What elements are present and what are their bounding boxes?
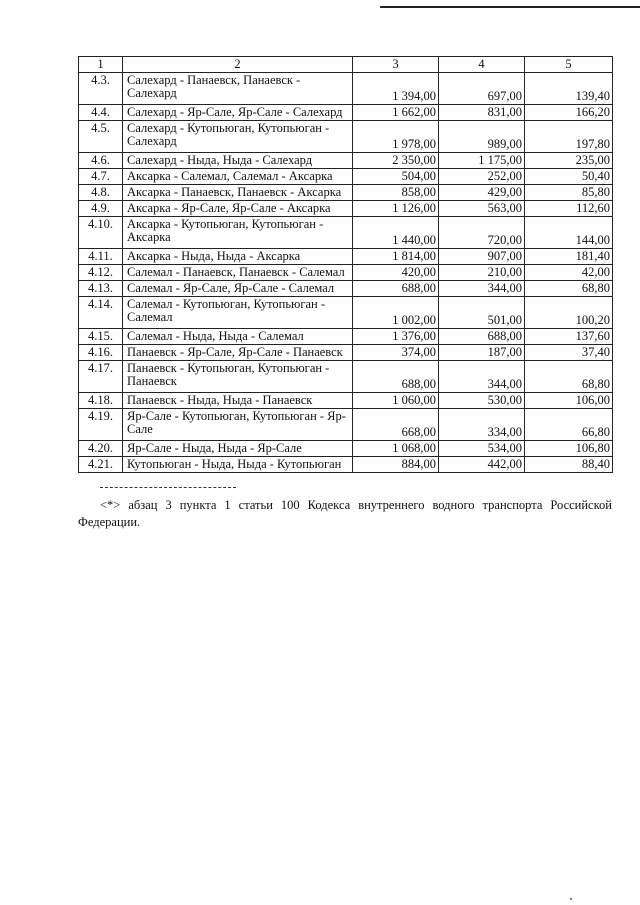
value-col3: 1 394,00 — [353, 73, 439, 105]
value-col5: 85,80 — [525, 185, 613, 201]
route-cell: Аксарка - Салемал, Салемал - Аксарка — [123, 169, 353, 185]
value-col5: 137,60 — [525, 329, 613, 345]
table-row — [79, 345, 613, 361]
route-cell: Панаевск - Яр-Сале, Яр-Сале - Панаевск — [123, 345, 353, 361]
column-header: 5 — [525, 57, 613, 73]
table-row — [79, 105, 613, 121]
column-header: 4 — [439, 57, 525, 73]
table-row — [79, 217, 613, 249]
value-col3: 1 126,00 — [353, 201, 439, 217]
scan-speck — [570, 898, 572, 900]
value-col5: 166,20 — [525, 105, 613, 121]
value-col4: 187,00 — [439, 345, 525, 361]
route-cell: Салехард - Кутопьюган, Кутопьюган - Салехард — [123, 121, 353, 153]
value-col3: 1 376,00 — [353, 329, 439, 345]
table-row — [79, 281, 613, 297]
value-col5: 42,00 — [525, 265, 613, 281]
row-number: 4.3. — [79, 73, 123, 105]
value-col4: 831,00 — [439, 105, 525, 121]
table-row — [79, 185, 613, 201]
value-col5: 37,40 — [525, 345, 613, 361]
route-cell: Панаевск - Ныда, Ныда - Панаевск — [123, 393, 353, 409]
row-number: 4.14. — [79, 297, 123, 329]
value-col3: 1 440,00 — [353, 217, 439, 249]
column-header: 1 — [79, 57, 123, 73]
row-number: 4.5. — [79, 121, 123, 153]
row-number: 4.6. — [79, 153, 123, 169]
route-cell: Салехард - Ныда, Ныда - Салехард — [123, 153, 353, 169]
value-col4: 530,00 — [439, 393, 525, 409]
route-cell: Аксарка - Яр-Сале, Яр-Сале - Аксарка — [123, 201, 353, 217]
value-col5: 100,20 — [525, 297, 613, 329]
row-number: 4.11. — [79, 249, 123, 265]
value-col5: 139,40 — [525, 73, 613, 105]
route-cell: Яр-Сале - Ныда, Ныда - Яр-Сале — [123, 441, 353, 457]
row-number: 4.13. — [79, 281, 123, 297]
route-cell: Яр-Сале - Кутопьюган, Кутопьюган - Яр-Сале — [123, 409, 353, 441]
table-row — [79, 409, 613, 441]
footnote-text: <*> абзац 3 пункта 1 статьи 100 Кодекса внутреннего водного транспорта Российской Федерации. — [78, 498, 612, 529]
table-row — [79, 265, 613, 281]
value-col4: 501,00 — [439, 297, 525, 329]
route-cell: Салемал - Панаевск, Панаевск - Салемал — [123, 265, 353, 281]
value-col4: 563,00 — [439, 201, 525, 217]
row-number: 4.8. — [79, 185, 123, 201]
value-col4: 344,00 — [439, 281, 525, 297]
value-col3: 688,00 — [353, 281, 439, 297]
value-col3: 1 814,00 — [353, 249, 439, 265]
table-row — [79, 393, 613, 409]
table-row — [79, 457, 613, 473]
row-number: 4.10. — [79, 217, 123, 249]
header-rule — [380, 6, 640, 8]
value-col5: 112,60 — [525, 201, 613, 217]
value-col5: 181,40 — [525, 249, 613, 265]
route-cell: Салехард - Панаевск, Панаевск - Салехард — [123, 73, 353, 105]
row-number: 4.12. — [79, 265, 123, 281]
route-cell: Аксарка - Ныда, Ныда - Аксарка — [123, 249, 353, 265]
value-col3: 858,00 — [353, 185, 439, 201]
value-col3: 420,00 — [353, 265, 439, 281]
table-header-row — [79, 57, 613, 73]
value-col5: 106,80 — [525, 441, 613, 457]
row-number: 4.4. — [79, 105, 123, 121]
row-number: 4.19. — [79, 409, 123, 441]
route-cell: Кутопьюган - Ныда, Ныда - Кутопьюган — [123, 457, 353, 473]
row-number: 4.17. — [79, 361, 123, 393]
row-number: 4.21. — [79, 457, 123, 473]
value-col5: 88,40 — [525, 457, 613, 473]
table-row — [79, 249, 613, 265]
value-col4: 989,00 — [439, 121, 525, 153]
value-col3: 374,00 — [353, 345, 439, 361]
value-col4: 1 175,00 — [439, 153, 525, 169]
value-col5: 235,00 — [525, 153, 613, 169]
route-cell: Салехард - Яр-Сале, Яр-Сале - Салехард — [123, 105, 353, 121]
value-col5: 66,80 — [525, 409, 613, 441]
column-header: 2 — [123, 57, 353, 73]
value-col4: 907,00 — [439, 249, 525, 265]
route-cell: Салемал - Кутопьюган, Кутопьюган - Салемал — [123, 297, 353, 329]
value-col3: 504,00 — [353, 169, 439, 185]
value-col5: 106,00 — [525, 393, 613, 409]
value-col3: 1 002,00 — [353, 297, 439, 329]
table-row — [79, 121, 613, 153]
value-col5: 68,80 — [525, 281, 613, 297]
value-col5: 50,40 — [525, 169, 613, 185]
value-col3: 1 662,00 — [353, 105, 439, 121]
route-cell: Аксарка - Панаевск, Панаевск - Аксарка — [123, 185, 353, 201]
value-col3: 688,00 — [353, 361, 439, 393]
route-cell: Панаевск - Кутопьюган, Кутопьюган - Панаевск — [123, 361, 353, 393]
value-col5: 68,80 — [525, 361, 613, 393]
table-row — [79, 169, 613, 185]
value-col5: 197,80 — [525, 121, 613, 153]
row-number: 4.16. — [79, 345, 123, 361]
column-header: 3 — [353, 57, 439, 73]
table-row — [79, 153, 613, 169]
value-col3: 884,00 — [353, 457, 439, 473]
row-number: 4.20. — [79, 441, 123, 457]
row-number: 4.7. — [79, 169, 123, 185]
value-col4: 697,00 — [439, 73, 525, 105]
value-col4: 442,00 — [439, 457, 525, 473]
value-col4: 334,00 — [439, 409, 525, 441]
value-col3: 2 350,00 — [353, 153, 439, 169]
value-col4: 534,00 — [439, 441, 525, 457]
footnote-separator — [100, 487, 236, 488]
route-cell: Аксарка - Кутопьюган, Кутопьюган - Аксарка — [123, 217, 353, 249]
row-number: 4.15. — [79, 329, 123, 345]
value-col4: 429,00 — [439, 185, 525, 201]
value-col4: 252,00 — [439, 169, 525, 185]
route-cell: Салемал - Ныда, Ныда - Салемал — [123, 329, 353, 345]
table-row — [79, 361, 613, 393]
value-col3: 1 978,00 — [353, 121, 439, 153]
value-col5: 144,00 — [525, 217, 613, 249]
tariff-table — [78, 56, 613, 473]
value-col4: 688,00 — [439, 329, 525, 345]
table-row — [79, 73, 613, 105]
value-col3: 1 060,00 — [353, 393, 439, 409]
row-number: 4.18. — [79, 393, 123, 409]
value-col3: 1 068,00 — [353, 441, 439, 457]
row-number: 4.9. — [79, 201, 123, 217]
value-col4: 720,00 — [439, 217, 525, 249]
table-row — [79, 329, 613, 345]
value-col4: 344,00 — [439, 361, 525, 393]
table-row — [79, 297, 613, 329]
value-col3: 668,00 — [353, 409, 439, 441]
table-row — [79, 201, 613, 217]
value-col4: 210,00 — [439, 265, 525, 281]
route-cell: Салемал - Яр-Сале, Яр-Сале - Салемал — [123, 281, 353, 297]
table-row — [79, 441, 613, 457]
